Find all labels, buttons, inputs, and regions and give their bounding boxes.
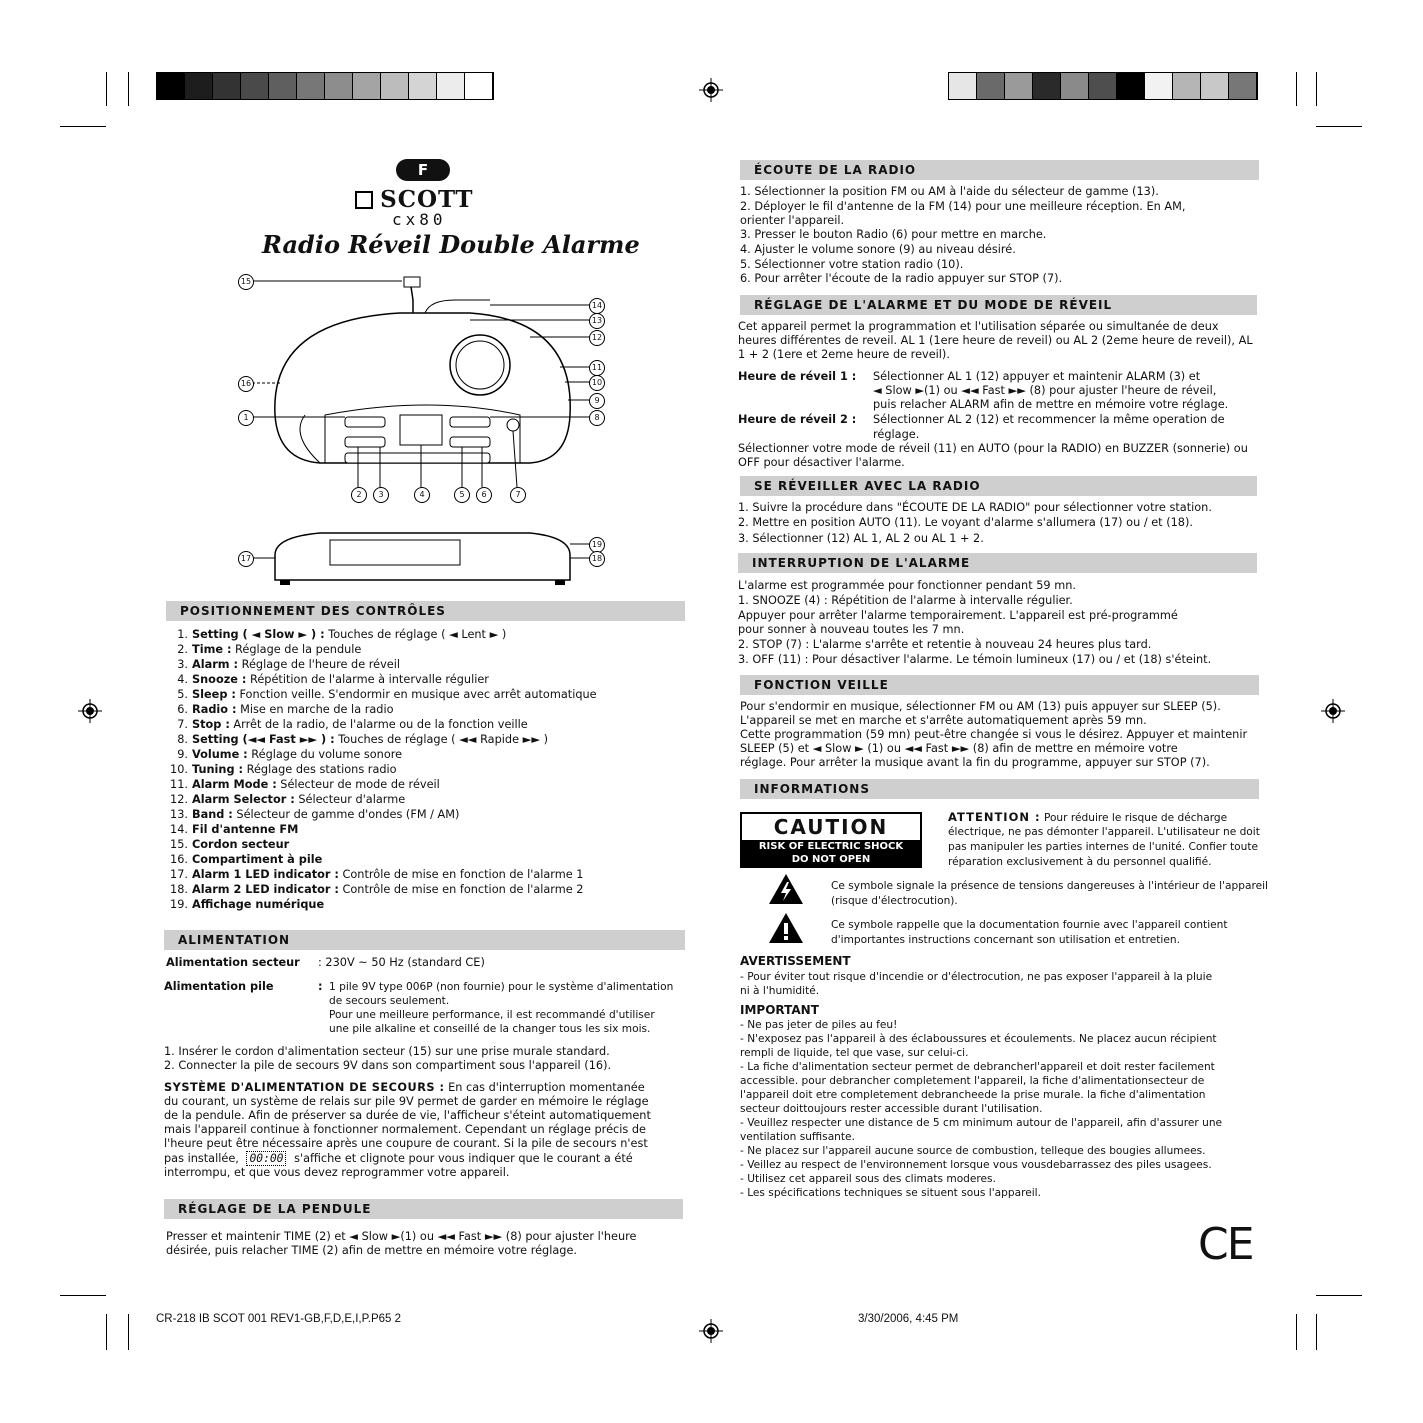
control-label: Snooze :	[192, 673, 247, 686]
backup-line-with-display	[164, 1152, 633, 1167]
brand-logo-icon	[355, 191, 373, 209]
heure-1-line: ◄ Slow ►(1) ou ◄◄ Fast ►► (8) pour ajuster l'heure de réveil,	[873, 384, 1217, 397]
control-desc: Réglage de l'heure de réveil	[238, 658, 401, 671]
control-label: Band :	[192, 808, 233, 821]
avertissement-line: - Pour éviter tout risque d'incendie or d'électrocution, ne pas exposer l'appareil à la pluie	[740, 971, 1213, 983]
callout-3: 3	[373, 487, 389, 503]
control-item	[166, 627, 597, 642]
lightning-warning-icon	[768, 873, 804, 905]
control-desc: Contrôle de mise en fonction de l'alarme 1	[338, 868, 584, 881]
callout-15: 15	[238, 274, 254, 290]
heure-2-line: Sélectionner AL 2 (12) et recommencer la même operation de	[873, 413, 1225, 426]
control-label: Time :	[192, 643, 232, 656]
control-label: Stop :	[192, 718, 230, 731]
attention-line: réparation exclusivement à du personnel qualifié.	[948, 856, 1212, 868]
symbol-2-line: d'importantes instructions concernant son utilisation et entretien.	[831, 934, 1180, 946]
brand-name: SCOTT	[380, 186, 474, 213]
control-number: 7.	[177, 718, 188, 731]
pendule-line: Presser et maintenir TIME (2) et ◄ Slow ►(1) ou ◄◄ Fast ►► (8) pour ajuster l'heure	[166, 1230, 637, 1243]
alim-pile-line: Pour une meilleure performance, il est recommandé d'utiliser	[329, 1009, 655, 1021]
control-label: Affichage numérique	[192, 898, 325, 911]
control-item	[166, 777, 597, 792]
avertissement-title: AVERTISSEMENT	[740, 954, 851, 968]
control-label: Setting ( ◄ Slow ► ) :	[192, 628, 325, 641]
control-number: 14.	[170, 823, 188, 836]
callout-14: 14	[589, 298, 605, 314]
control-item	[166, 717, 597, 732]
alarme-outro: OFF pour désactiver l'alarme.	[738, 456, 905, 469]
veille-line: Cette programmation (59 mn) peut-être changée si vous le désirez. Appuyer et maintenir	[740, 728, 1248, 741]
important-line: - Ne pas jeter de piles au feu!	[740, 1019, 898, 1031]
important-line: - Veuillez respecter une distance de 5 cm minimum autour de l'appareil, afin d'assurer une	[740, 1117, 1223, 1129]
control-desc: Sélecteur d'alarme	[294, 793, 406, 806]
registration-mark-top	[699, 78, 723, 102]
backup-line: de la pendule. Afin de préserver sa durée de vie, l'afficheur s'éteint automatiquement	[164, 1109, 651, 1122]
callout-6: 6	[476, 487, 492, 503]
control-label: Alarm Mode :	[192, 778, 277, 791]
control-item	[166, 822, 597, 837]
control-item	[166, 852, 597, 867]
control-number: 12.	[170, 793, 188, 806]
control-desc: Réglage des stations radio	[243, 763, 397, 776]
control-number: 1.	[177, 628, 188, 641]
attention-line: électrique, ne pas démonter l'appareil. L'utilisateur ne doit	[948, 826, 1260, 838]
control-label: Sleep :	[192, 688, 236, 701]
heure-1-label: Heure de réveil 1 :	[738, 370, 857, 383]
page-title: Radio Réveil Double Alarme	[262, 230, 640, 259]
alim-pile-colon: :	[318, 980, 323, 993]
control-item	[166, 762, 597, 777]
section-alarme-heading: RÉGLAGE DE L'ALARME ET DU MODE DE RÉVEIL	[740, 295, 1257, 315]
alim-pile-line: 1 pile 9V type 006P (non fournie) pour le système d'alimentation	[329, 981, 674, 993]
heure-1-line: puis relacher ALARM afin de mettre en mémoire votre réglage.	[873, 398, 1229, 411]
callout-7: 7	[510, 487, 526, 503]
section-interruption-heading: INTERRUPTION DE L'ALARME	[738, 553, 1257, 573]
callout-5: 5	[454, 487, 470, 503]
control-item	[166, 837, 597, 852]
important-line: l'appareil doit etre completement debrancheede la prise murale. la fiche d'alimentation	[740, 1089, 1206, 1101]
control-label: Alarm :	[192, 658, 239, 671]
control-number: 10.	[170, 763, 188, 776]
callout-4: 4	[414, 487, 430, 503]
interruption-line: 2. STOP (7) : L'alarme s'arrête et retentie à nouveau 24 heures plus tard.	[738, 638, 1152, 651]
alim-pile-line: de secours seulement.	[329, 995, 450, 1007]
important-line: rempli de liquide, tel que vase, sur celui-ci.	[740, 1047, 969, 1059]
control-desc: Touches de réglage ( ◄◄ Rapide ►► )	[334, 733, 548, 746]
control-item	[166, 867, 597, 882]
reveiller-line: 2. Mettre en position AUTO (11). Le voyant d'alarme s'allumera (17) ou / et (18).	[738, 516, 1193, 529]
control-number: 19.	[170, 898, 188, 911]
control-number: 15.	[170, 838, 188, 851]
control-item	[166, 732, 597, 747]
registration-mark-left	[78, 699, 102, 723]
ecoute-line: 6. Pour arrêter l'écoute de la radio appuyer sur STOP (7).	[740, 272, 1063, 285]
callout-13: 13	[589, 313, 605, 329]
control-item	[166, 702, 597, 717]
alim-pile-line: une pile alkaline et conseillé de la changer tous les six mois.	[329, 1023, 651, 1035]
interruption-line: 1. SNOOZE (4) : Répétition de l'alarme à intervalle régulier.	[738, 594, 1073, 607]
control-number: 17.	[170, 868, 188, 881]
control-desc: Réglage du volume sonore	[247, 748, 403, 761]
backup-line: En cas d'interruption momentanée	[444, 1081, 645, 1094]
section-alimentation-heading: ALIMENTATION	[164, 930, 685, 950]
control-desc: Touches de réglage ( ◄ Lent ► )	[324, 628, 507, 641]
interruption-line: pour sonner à nouveau toutes les 7 mn.	[738, 623, 965, 636]
footer-date: 3/30/2006, 4:45 PM	[858, 1313, 959, 1325]
veille-line: SLEEP (5) et ◄ Slow ► (1) ou ◄◄ Fast ►► (8) afin de mettre en mémoire votre	[740, 742, 1178, 755]
control-item	[166, 807, 597, 822]
interruption-line: 3. OFF (11) : Pour désactiver l'alarme. Le témoin lumineux (17) ou / et (18) s'éteint.	[738, 653, 1212, 666]
control-label: Compartiment à pile	[192, 853, 323, 866]
control-desc: Fonction veille. S'endormir en musique avec arrêt automatique	[235, 688, 597, 701]
control-item	[166, 657, 597, 672]
section-reveiller-heading: SE RÉVEILLER AVEC LA RADIO	[740, 476, 1257, 496]
ecoute-line: 1. Sélectionner la position FM ou AM à l'aide du sélecteur de gamme (13).	[740, 185, 1159, 198]
interruption-line: L'alarme est programmée pour fonctionner pendant 59 mn.	[738, 579, 1076, 592]
control-desc: Contrôle de mise en fonction de l'alarme 2	[338, 883, 584, 896]
control-number: 9.	[177, 748, 188, 761]
heure-2-label: Heure de réveil 2 :	[738, 413, 857, 426]
section-controls-heading: POSITIONNEMENT DES CONTRÔLES	[166, 601, 685, 621]
attention-line: pas manipuler les parties internes de l'unité. Confier toute	[948, 841, 1259, 853]
callout-11: 11	[589, 360, 605, 376]
ecoute-line: orienter l'appareil.	[740, 214, 845, 227]
callout-1: 1	[238, 410, 254, 426]
pendule-line: désirée, puis relacher TIME (2) afin de mettre en mémoire votre réglage.	[166, 1244, 577, 1257]
control-desc: Réglage de la pendule	[231, 643, 362, 656]
callout-8: 8	[589, 410, 605, 426]
alarme-intro: 1 + 2 (1ere et 2eme heure de reveil).	[738, 348, 950, 361]
control-item	[166, 897, 597, 912]
backup-line: l'heure peut être nécessaire après une coupure de courant. Si la pile de secours n'est	[164, 1137, 648, 1150]
backup-paragraph	[164, 1081, 645, 1096]
callout-19: 19	[589, 537, 605, 553]
callout-9: 9	[589, 393, 605, 409]
callout-12: 12	[589, 330, 605, 346]
section-informations-heading: INFORMATIONS	[740, 779, 1259, 799]
section-veille-heading: FONCTION VEILLE	[740, 675, 1259, 695]
control-label: Alarm Selector :	[192, 793, 295, 806]
important-title: IMPORTANT	[740, 1003, 819, 1017]
control-label: Fil d'antenne FM	[192, 823, 299, 836]
product-diagram	[230, 265, 630, 595]
veille-line: Pour s'endormir en musique, sélectionner FM ou AM (13) puis appuyer sur SLEEP (5).	[740, 700, 1221, 713]
blink-display: 00:00	[246, 1151, 286, 1166]
alim-pile-label: Alimentation pile	[164, 980, 274, 993]
control-number: 13.	[170, 808, 188, 821]
alim-step: 1. Insérer le cordon d'alimentation secteur (15) sur une prise murale standard.	[164, 1045, 610, 1058]
caution-title: CAUTION	[773, 815, 889, 839]
control-item	[166, 687, 597, 702]
control-item	[166, 672, 597, 687]
language-badge: F	[396, 159, 450, 181]
symbol-1-line: Ce symbole signale la présence de tensions dangereuses à l'intérieur de l'appareil	[831, 880, 1268, 892]
control-item	[166, 882, 597, 897]
section-pendule-heading: RÉGLAGE DE LA PENDULE	[164, 1199, 683, 1219]
registration-mark-right	[1321, 699, 1345, 723]
interruption-line: Appuyer pour arrêter l'alarme temporairement. L'appareil est pré-programmé	[738, 609, 1178, 622]
control-label: Cordon secteur	[192, 838, 290, 851]
important-line: accessible. pour debrancher completement l'appareil, la fiche d'alimentationsecteur de	[740, 1075, 1205, 1087]
control-label: Setting (◄◄ Fast ►► ) :	[192, 733, 335, 746]
backup-title: SYSTÈME D'ALIMENTATION DE SECOURS :	[164, 1081, 445, 1094]
ecoute-line: 5. Sélectionner votre station radio (10).	[740, 258, 964, 271]
exclamation-warning-icon	[768, 912, 804, 944]
control-label: Tuning :	[192, 763, 244, 776]
important-line: secteur doittoujours rester accessible durant l'utilisation.	[740, 1103, 1043, 1115]
footer-file: CR-218 IB SCOT 001 REV1-GB,F,D,E,I,P.P65 2	[156, 1313, 402, 1325]
alim-secteur-value: : 230V ~ 50 Hz (standard CE)	[318, 956, 485, 969]
color-bar-right	[948, 72, 1258, 100]
reveiller-line: 3. Sélectionner (12) AL 1, AL 2 ou AL 1 + 2.	[738, 532, 984, 545]
controls-list	[166, 627, 597, 912]
reveiller-line: 1. Suivre la procédure dans "ÉCOUTE DE LA RADIO" pour sélectionner votre station.	[738, 501, 1212, 514]
backup-line: du courant, un système de relais sur pile 9V permet de garder en mémoire le réglage	[164, 1095, 649, 1108]
control-desc: Mise en marche de la radio	[236, 703, 394, 716]
important-line: - Ne placez sur l'appareil aucune source de combustion, telleque des bougies allumees.	[740, 1145, 1206, 1157]
important-line: - La fiche d'alimentation secteur permet de debrancherl'appareil et doit rester facilement	[740, 1061, 1215, 1073]
ecoute-line: 4. Ajuster le volume sonore (9) au niveau désiré.	[740, 243, 1016, 256]
control-desc: Sélecteur de gamme d'ondes (FM / AM)	[232, 808, 460, 821]
ecoute-line: 3. Presser le bouton Radio (6) pour mettre en marche.	[740, 228, 1047, 241]
callout-10: 10	[589, 375, 605, 391]
symbol-1-line: (risque d'électrocution).	[831, 895, 958, 907]
symbol-2-line: Ce symbole rappelle que la documentation fournie avec l'appareil contient	[831, 919, 1228, 931]
backup-line: pas installée,	[164, 1152, 239, 1165]
control-number: 8.	[177, 733, 188, 746]
heure-2-line: réglage.	[873, 428, 920, 441]
control-number: 11.	[170, 778, 188, 791]
heure-1-line: Sélectionner AL 1 (12) appuyer et maintenir ALARM (3) et	[873, 370, 1201, 383]
callout-17: 17	[238, 551, 254, 567]
important-line: - Les spécifications techniques se situent sous l'appareil.	[740, 1187, 1041, 1199]
caution-sub: RISK OF ELECTRIC SHOCK	[758, 841, 904, 852]
attention-line	[948, 810, 1227, 825]
control-desc: Répétition de l'alarme à intervalle régulier	[246, 673, 489, 686]
alarme-intro: Cet appareil permet la programmation et l'utilisation séparée ou simultanée de deux	[738, 320, 1219, 333]
callout-16: 16	[238, 376, 254, 392]
important-list	[740, 1018, 1222, 1200]
control-number: 2.	[177, 643, 188, 656]
alim-step: 2. Connecter la pile de secours 9V dans son compartiment sous l'appareil (16).	[164, 1059, 612, 1072]
section-ecoute-heading: ÉCOUTE DE LA RADIO	[740, 160, 1259, 180]
important-line: - N'exposez pas l'appareil à des éclaboussures et écoulements. Ne placez aucun récipient	[740, 1033, 1217, 1045]
important-line: - Veillez au respect de l'environnement lorsque vous vousdebarrassez des piles usagees.	[740, 1159, 1212, 1171]
control-desc: Sélecteur de mode de réveil	[276, 778, 440, 791]
avertissement-line: ni à l'humidité.	[740, 985, 820, 997]
brand-logo	[355, 186, 495, 213]
control-label: Volume :	[192, 748, 248, 761]
callout-18: 18	[589, 551, 605, 567]
control-number: 6.	[177, 703, 188, 716]
control-item	[166, 747, 597, 762]
alarme-intro: heures différentes de reveil. AL 1 (1ere heure de reveil) ou AL 2 (2eme heure de reveil), AL	[738, 334, 1253, 347]
important-line: ventilation suffisante.	[740, 1131, 855, 1143]
caution-label	[740, 812, 922, 868]
veille-line: réglage. Pour arrêter la musique avant la fin du programme, appuyer sur STOP (7).	[740, 756, 1210, 769]
control-number: 3.	[177, 658, 188, 671]
registration-mark-bottom	[699, 1319, 723, 1343]
color-bar-left	[156, 72, 494, 100]
backup-line: interrompu, et que vous devez reprogrammer votre appareil.	[164, 1166, 510, 1179]
caution-sub: DO NOT OPEN	[791, 854, 871, 865]
control-desc: Arrêt de la radio, de l'alarme ou de la fonction veille	[229, 718, 528, 731]
ecoute-line: 2. Déployer le fil d'antenne de la FM (14) pour une meilleure réception. En AM,	[740, 200, 1186, 213]
control-number: 16.	[170, 853, 188, 866]
important-line: - Utilisez cet appareil sous des climats moderes.	[740, 1173, 996, 1185]
ce-mark: CE	[1198, 1219, 1253, 1270]
callout-2: 2	[351, 487, 367, 503]
veille-line: L'appareil se met en marche et s'arrête automatiquement après 59 mn.	[740, 714, 1147, 727]
control-number: 5.	[177, 688, 188, 701]
control-label: Alarm 2 LED indicator :	[192, 883, 339, 896]
control-label: Radio :	[192, 703, 237, 716]
control-item	[166, 792, 597, 807]
backup-line: mais l'appareil continue à fonctionner normalement. Cependant un réglage précis de	[164, 1123, 646, 1136]
alim-secteur-label: Alimentation secteur	[166, 956, 300, 969]
attention-label: ATTENTION :	[948, 810, 1041, 824]
model-name: cx80	[392, 210, 447, 229]
control-item	[166, 642, 597, 657]
alarme-outro: Sélectionner votre mode de réveil (11) en AUTO (pour la RADIO) en BUZZER (sonnerie) ou	[738, 442, 1248, 455]
control-number: 18.	[170, 883, 188, 896]
control-number: 4.	[177, 673, 188, 686]
control-label: Alarm 1 LED indicator :	[192, 868, 339, 881]
backup-line: s'affiche et clignote pour vous indiquer que le courant a été	[294, 1152, 633, 1165]
attention-text: Pour réduire le risque de décharge	[1040, 812, 1228, 824]
